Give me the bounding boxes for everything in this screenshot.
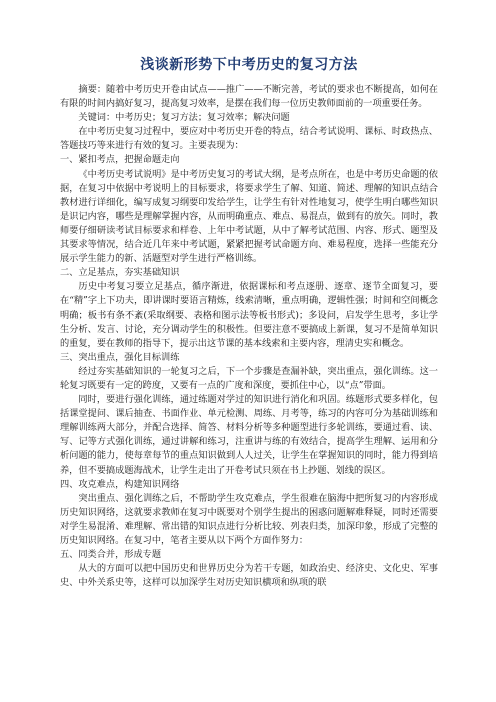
body-paragraph: 从大的方面可以把中国历史和世界历史分为若干专题，如政治史、经济史、文化史、军事史、中外关系史等，这样可以加深学生对历史知识横项和纵项的联: [60, 563, 438, 589]
section-heading-5: 五、同类合并，形成专题: [60, 549, 162, 561]
body-paragraph: 突出重点、强化训练之后，不帮助学生攻克难点，学生很难在脑海中把所复习的内容形成历史知识网络，这就要求教师在复习中既要对个别学生提出的困惑问题解难释疑，同时还需要对学生易混淆、难理解、常出错的知识点进行分析比较、列表归类，加深印象，形成了完整的历史知识网络。在复习中，笔者主要从以下两个方面作努力：: [60, 492, 438, 546]
body-paragraph: 历史中考复习要立足基点，循序渐进，依据课标和考点逐册、逐章、逐节全面复习，要在“精”字上下功夫，即讲课时要语言精炼，线索清晰，重点明确，逻辑性强；时间和空间概念明确；板书有条不紊(采取纲要、表格和图示法等板书形式)；多设问，启发学生思考，多让学生分析、发言、讨论，充分调动学生的积极性。但要注意不要搞成上新课，复习不是简单知识的重复，要在教师的指导下，提示出这节课的基本线索和主要内容，理清史实和概念。: [60, 281, 438, 349]
abstract-paragraph: 摘要：随着中考历史开卷由试点——推广——不断完善，考试的要求也不断提高，如何在有限的时间内搞好复习，提高复习效率，是摆在我们每一位历史教师面前的一项重要任务。: [60, 84, 438, 110]
body-paragraph: 经过夯实基础知识的一轮复习之后，下一个步骤是查漏补缺，突出重点，强化训练。这一轮复习既要有一定的跨度，又要有一点的广度和深度，要抓住中心，以“点”带面。: [60, 365, 438, 391]
keywords-paragraph: 关键词：中考历史；复习方法；复习效率；解决问题: [78, 112, 290, 124]
body-paragraph: 《中考历史考试说明》是中考历史复习的考试大纲，是考点所在，也是中考历史命题的依据，在复习中依据中考说明上的目标要求，将要求学生了解、知道、简述、理解的知识点结合教材进行详细化，编写成复习纲要印发给学生，让学生有针对性地复习，使学生明白哪些知识是识记内容，哪些是理解掌握内容，从而明确重点、难点、易混点，做到有的放矢。同时，教师要仔细研读考试目标要求和样卷、上年中考试题，从中了解考试范围、内容、形式、题型及其要求等情况，结合近几年来中考试题，紧紧把握考试命题方向、难易程度，选择一些能充分展示学生能力的新、活题型对学生进行严格训练。: [60, 168, 438, 265]
intro-paragraph: 在中考历史复习过程中，要应对中考历史开卷的特点，结合考试说明、课标、时政热点、答题技巧等来进行有效的复习。主要表现为：: [60, 126, 438, 152]
section-heading-2: 二、立足基点，夯实基础知识: [60, 267, 180, 279]
section-heading-1: 一、紧扣考点，把握命题走向: [60, 154, 180, 166]
document-body: [60, 83, 438, 590]
section-heading-4: 四、攻克难点，构建知识网络: [60, 478, 180, 490]
section-heading-3: 三、突出重点，强化目标训练: [60, 351, 180, 363]
document-title: 浅谈新形势下中考历史的复习方法: [140, 57, 358, 73]
document-page: [60, 56, 438, 590]
body-paragraph: 同时，要进行强化训练，通过练题对学过的知识进行消化和巩固。练题形式要多样化，包括课堂提问、课后抽查、书面作业、单元检测、周练、月考等，练习的内容可分为基础训练和理解训练两大部分，并配合选择、简答、材料分析等多种题型进行多轮训练，要通过看、读、写、记等方式强化训练，通过讲解和练习，注重讲与练的有效结合，提高学生理解、运用和分析问题的能力，使每章每节的重点知识做到人人过关，让学生在掌握知识的同时，能力得到培养，但不要搞成题海战术，让学生走出了开卷考试只须在书上抄题、划线的误区。: [60, 394, 438, 476]
